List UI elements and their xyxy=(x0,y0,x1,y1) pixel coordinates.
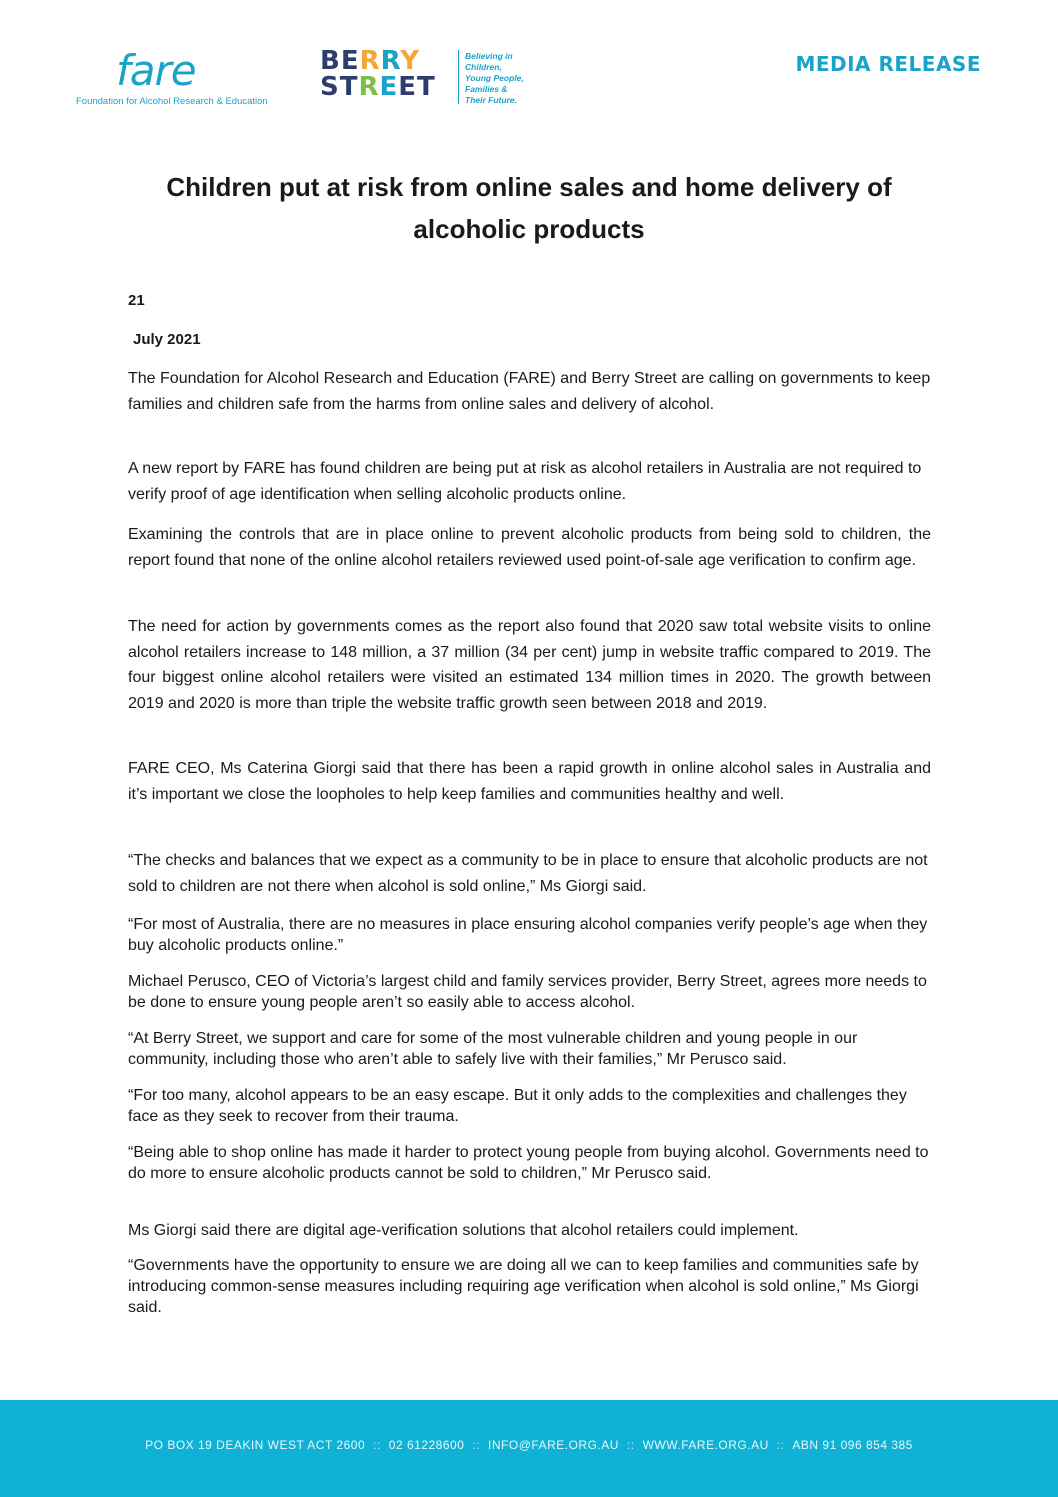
footer-separator: :: xyxy=(776,1438,785,1452)
berry-street-tagline: Believing in Children, Young People, Families & Their Future. xyxy=(465,51,524,105)
footer-separator: :: xyxy=(373,1438,381,1452)
body-paragraph-1: The Foundation for Alcohol Research and Education (FARE) and Berry Street are calling on governments to keep families and children safe from the harms from online sales and delivery of alcohol. xyxy=(128,370,931,413)
body-paragraph-10: “For too many, alcohol appears to be an easy escape. But it only adds to the complexities and challenges they face as they seek to recover from their trauma. xyxy=(128,1087,907,1125)
body-paragraph-7: “For most of Australia, there are no measures in place ensuring alcohol companies verify people’s age when they buy alcoholic products online.” xyxy=(128,916,928,954)
footer-separator: :: xyxy=(472,1438,481,1452)
footer-separator: :: xyxy=(626,1438,635,1452)
release-date-day: 21 xyxy=(128,292,145,309)
body-paragraph-4: The need for action by governments comes as the report also found that 2020 saw total website visits to online alcohol retailers increase to 148 million, a 37 million (34 per cent) jump in website traffic compared to 2019. The four biggest online alcohol retailers were visited an estimated 134 million times in 2020. The growth between 2019 and 2020 is more than triple the website traffic growth seen between 2018 and 2019. xyxy=(128,618,931,712)
berry-street-logo xyxy=(320,48,560,108)
berry-wordmark-line-1: BERRY xyxy=(320,46,421,76)
fare-logo-wordmark: fare xyxy=(116,46,196,95)
berry-street-wordmark xyxy=(320,48,436,100)
footer-email[interactable]: INFO@FARE.ORG.AU xyxy=(488,1438,619,1452)
body-paragraph-2: A new report by FARE has found children are being put at risk as alcohol retailers in Australia are not required to verify proof of age identification when selling alcoholic products online. xyxy=(128,460,922,503)
media-release-label: MEDIA RELEASE xyxy=(795,52,981,76)
fare-logo-subtitle: Foundation for Alcohol Research & Education xyxy=(76,96,268,107)
berry-wordmark-line-2: STREET xyxy=(320,72,436,102)
body-paragraph-12: Ms Giorgi said there are digital age-verification solutions that alcohol retailers could implement. xyxy=(128,1222,799,1239)
footer-contact-line xyxy=(0,1438,1058,1452)
footer-phone: 02 61228600 xyxy=(388,1438,465,1452)
fare-logo xyxy=(76,46,272,108)
body-paragraph-13: “Governments have the opportunity to ensure we are doing all we can to keep families and communities safe by introducing common-sense measures including requiring age verification when alcohol is sold online,” Ms Giorgi said. xyxy=(128,1257,919,1316)
page-footer xyxy=(0,1400,1058,1497)
footer-abn: ABN 91 096 854 385 xyxy=(792,1438,913,1452)
body-paragraph-5: FARE CEO, Ms Caterina Giorgi said that there has been a rapid growth in online alcohol sales in Australia and it’s important we close the loopholes to help keep families and communities healthy and well. xyxy=(128,760,931,803)
page-title: Children put at risk from online sales and home delivery of alcoholic products xyxy=(166,172,892,244)
body-paragraph-9: “At Berry Street, we support and care for some of the most vulnerable children and young people in our community, including those who aren’t able to safely live with their families,” Mr Perusco said. xyxy=(128,1030,858,1068)
footer-website[interactable]: WWW.FARE.ORG.AU xyxy=(642,1438,769,1452)
body-paragraph-3: Examining the controls that are in place online to prevent alcoholic products from being sold to children, the report found that none of the online alcohol retailers reviewed used point-of-sale age verification to confirm age. xyxy=(128,526,931,569)
body-paragraph-8: Michael Perusco, CEO of Victoria’s largest child and family services provider, Berry Street, agrees more needs to be done to ensure young people aren’t so easily able to access alcohol. xyxy=(128,973,927,1011)
body-paragraph-6: “The checks and balances that we expect as a community to be in place to ensure that alcoholic products are not sold to children are not there when alcohol is sold online,” Ms Giorgi said. xyxy=(128,852,928,895)
footer-address: PO BOX 19 DEAKIN WEST ACT 2600 xyxy=(145,1438,366,1452)
berry-logo-divider xyxy=(458,50,459,104)
release-date-month-year: July 2021 xyxy=(133,331,201,348)
body-paragraph-11: “Being able to shop online has made it harder to protect young people from buying alcohol. Governments need to do more to ensure alcoholic products cannot be sold to children,” Mr Perusco said. xyxy=(128,1144,929,1182)
page-header xyxy=(0,0,1058,120)
